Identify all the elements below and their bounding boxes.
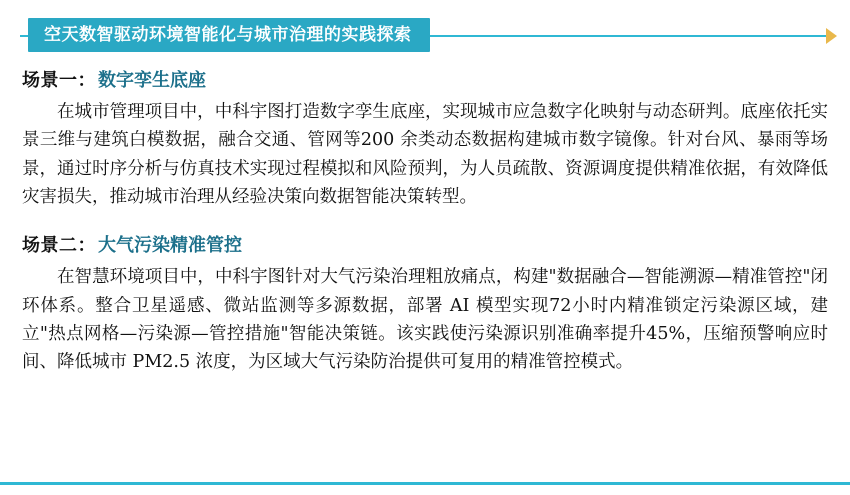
scene-1-name: 数字孪生底座: [98, 70, 206, 91]
scene-1-body: 在城市管理项目中，中科宇图打造数字孪生底座，实现城市应急数字化映射与动态研判。底座依托实景三维与建筑白模数据，融合交通、管网等200 余类动态数据构建城市数字镜像。针对台风、暴雨等场景，通过时序分析与仿真技术实现过程模拟和风险预判，为人员疏散、资源调度提供精准依据，有效降低灾害损失，推动城市治理从经验决策向数据智能决策转型。: [22, 102, 828, 208]
scene-2-name: 大气污染精准管控: [98, 235, 242, 257]
scene-section-1: [22, 66, 828, 211]
scene-1-heading: [22, 66, 828, 92]
document-header: [0, 18, 850, 54]
scene-2-heading: [22, 231, 828, 257]
scene-1-label: 场景一：: [22, 70, 96, 91]
scene-section-2: [22, 231, 828, 376]
footer-divider-line: [0, 482, 850, 485]
scene-2-body: 在智慧环境项目中，中科宇图针对大气污染治理粗放痛点，构建"数据融合—智能溯源—精准管控"闭环体系。整合卫星遥感、微站监测等多源数据，部署 AI 模型实现72小时内精准锁定污染源区域，建立"热点网格—污染源—管控措施"智能决策链。该实践使污染源识别准确率提升45%，压缩预警响应时间、降低城市 PM2.5 浓度，为区域大气污染防治提供可复用的精准管控模式。: [22, 267, 828, 373]
arrow-right-icon: [826, 28, 837, 44]
document-content: [0, 58, 850, 387]
scene-2-label: 场景二：: [22, 235, 96, 257]
page-title: 空天数智驱动环境智能化与城市治理的实践探索: [28, 18, 430, 52]
